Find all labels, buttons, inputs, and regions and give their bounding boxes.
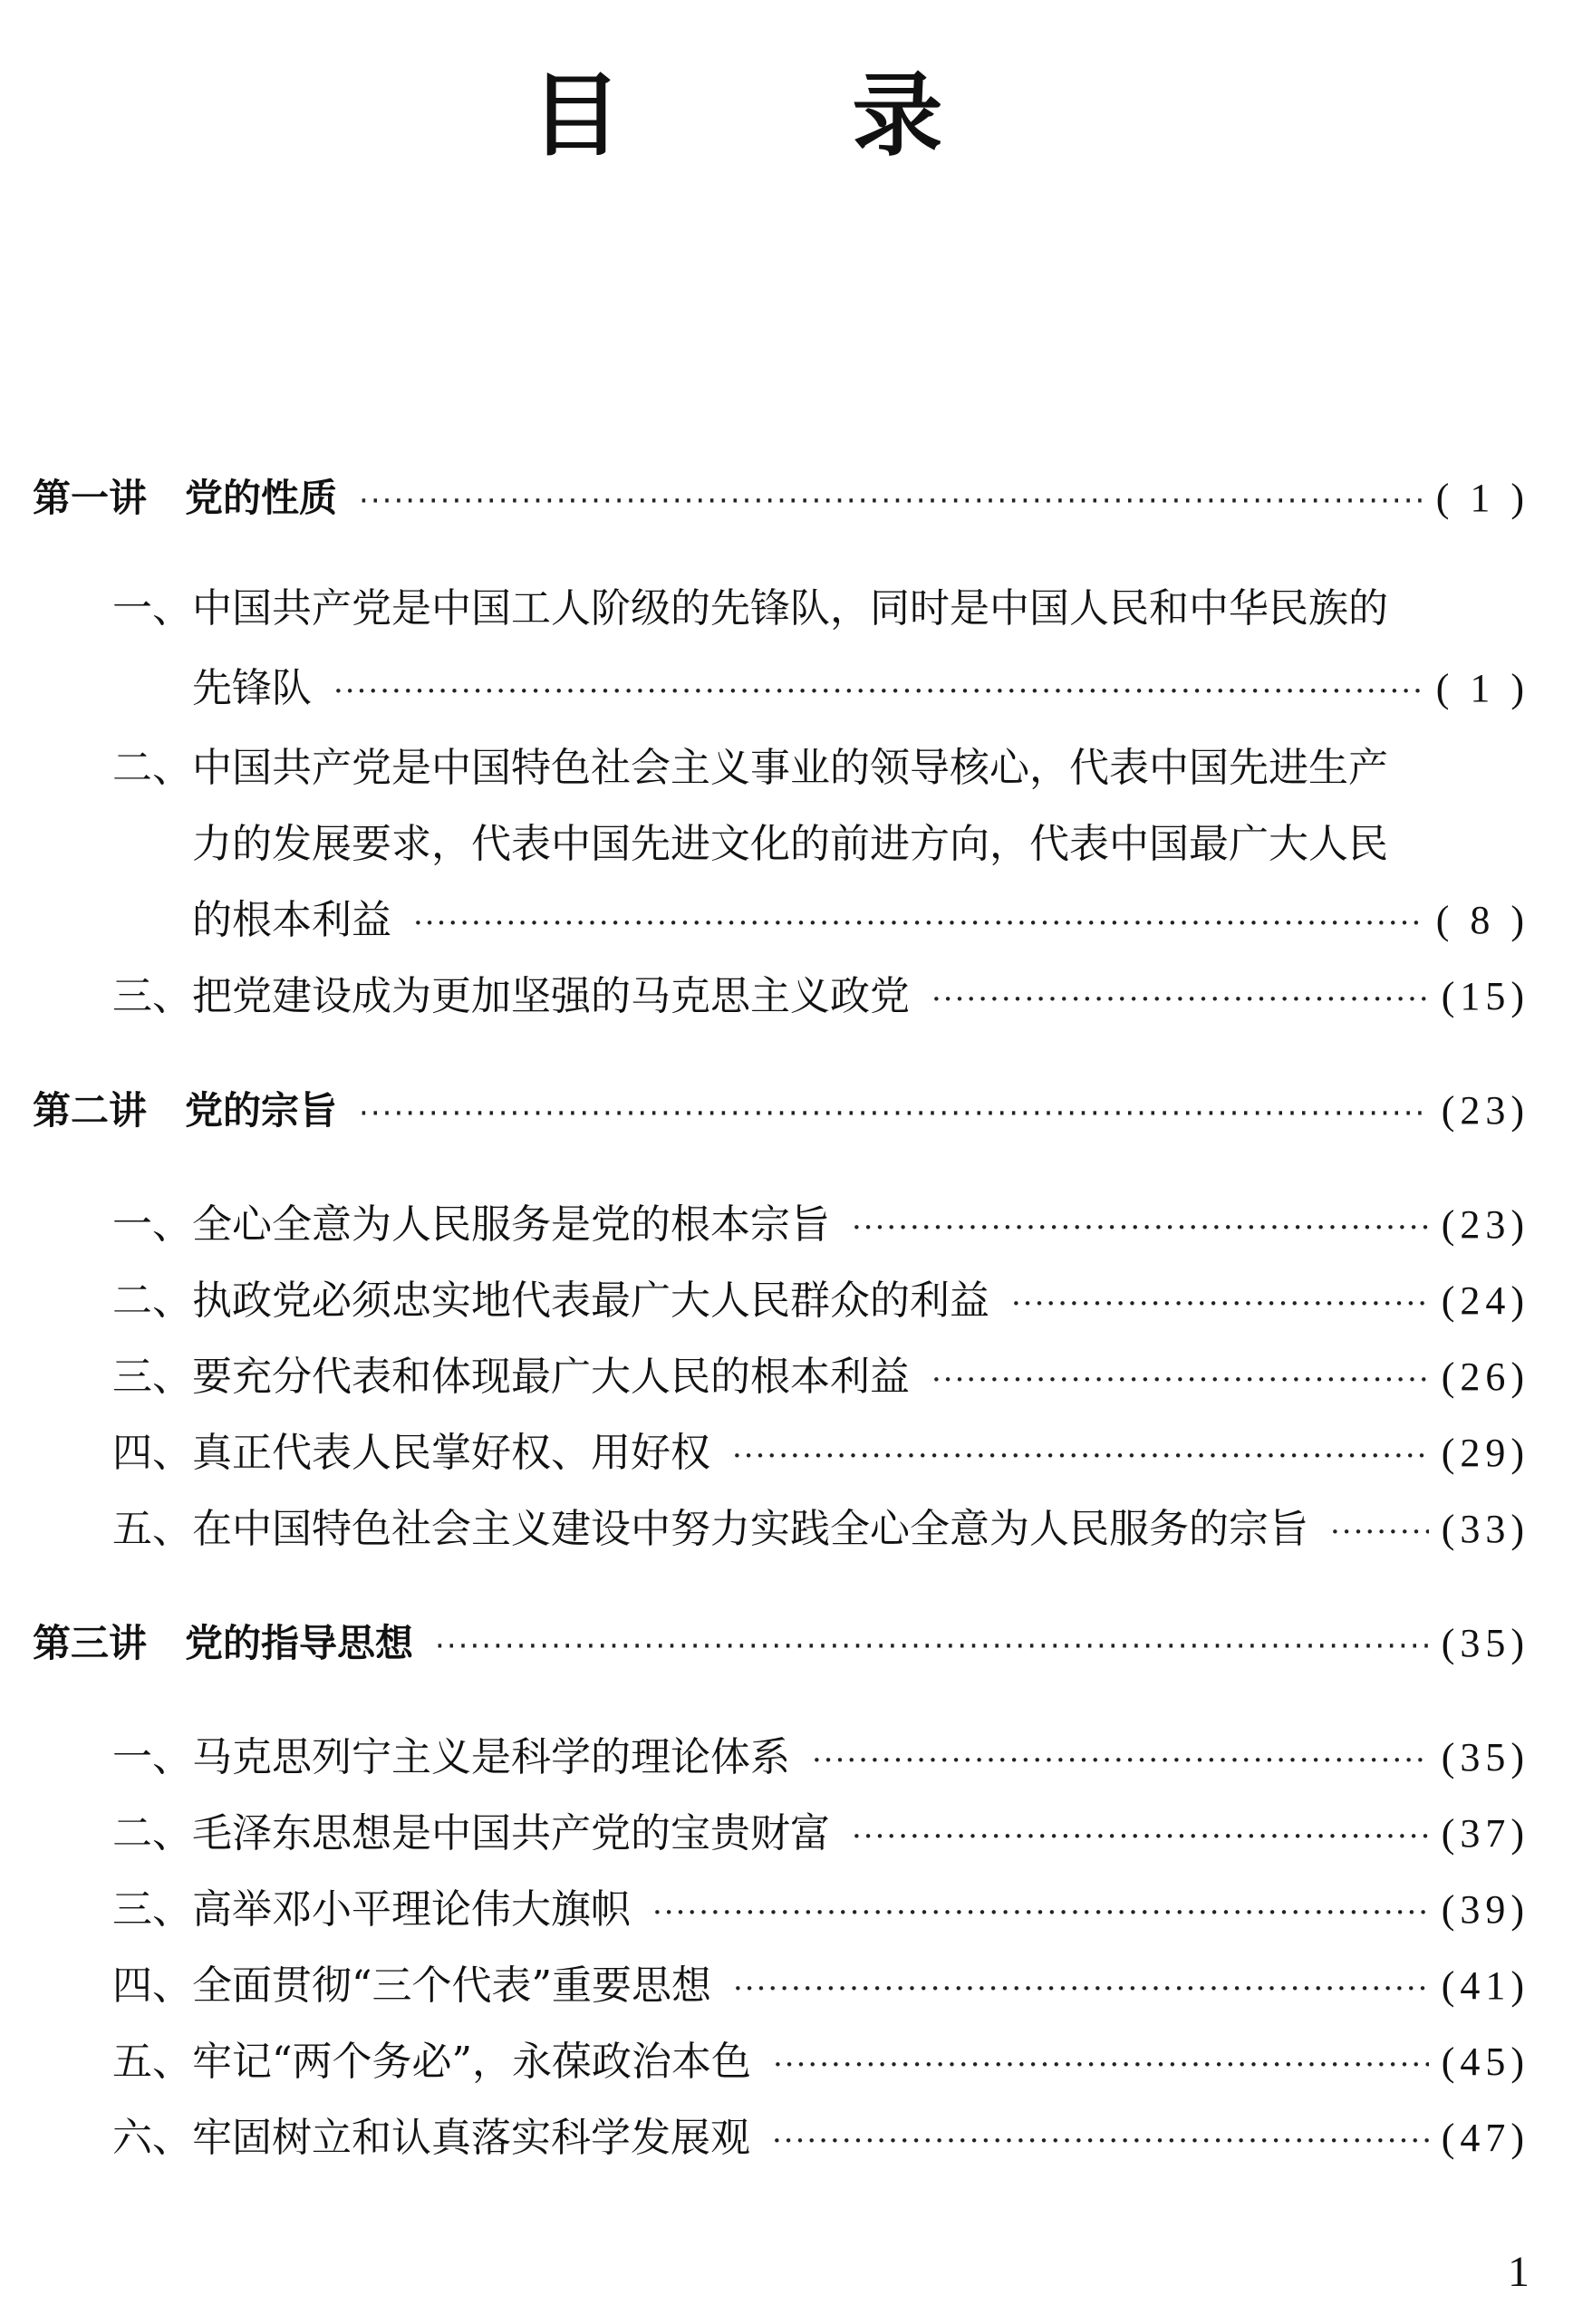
item-title: 先锋队 — [192, 665, 312, 711]
toc-item-3-3[interactable] — [112, 1883, 1530, 1937]
chapter-title: 第三讲 党的指导思想 — [33, 1621, 414, 1665]
dot-leader — [931, 1353, 1429, 1407]
item-title: 三、高举邓小平理论伟大旗帜 — [112, 1886, 631, 1933]
toc-item-2-2[interactable] — [112, 1274, 1530, 1328]
chapter-title: 第二讲 党的宗旨 — [33, 1088, 338, 1133]
toc-item-3-5[interactable] — [112, 2035, 1530, 2089]
dot-leader — [772, 2114, 1429, 2168]
dot-leader — [732, 1429, 1429, 1483]
item-page-ref: (47) — [1441, 2116, 1530, 2160]
toc-chapter-3[interactable] — [33, 1616, 1530, 1671]
item-page-ref: (45) — [1441, 2040, 1530, 2084]
toc-item-text-line: 二、中国共产党是中国特色社会主义事业的领导核心，代表中国先进生产 — [112, 745, 1388, 791]
toc-item-1-1[interactable] — [192, 661, 1530, 716]
dot-leader — [359, 1086, 1429, 1141]
item-page-ref: (37) — [1441, 1811, 1530, 1856]
dot-leader — [733, 1962, 1429, 2016]
dot-leader — [1011, 1277, 1429, 1331]
dot-leader — [359, 474, 1423, 528]
item-title: 二、执政党必须忠实地代表最广大人民群众的利益 — [112, 1278, 989, 1324]
toc-item-1-2[interactable] — [192, 893, 1530, 948]
item-page-ref: (35) — [1441, 1735, 1530, 1779]
dot-leader — [852, 1201, 1429, 1255]
item-page-ref: (26) — [1441, 1355, 1530, 1399]
dot-leader — [413, 896, 1423, 950]
toc-item-text-line: 力的发展要求，代表中国先进文化的前进方向，代表中国最广大人民 — [192, 821, 1388, 867]
toc-item-3-4[interactable] — [112, 1959, 1530, 2013]
item-title: 三、要充分代表和体现最广大人民的根本利益 — [112, 1354, 910, 1400]
item-page-ref: (24) — [1441, 1278, 1530, 1323]
item-page-ref: ( 8 ) — [1435, 898, 1530, 942]
toc-item-3-2[interactable] — [112, 1807, 1530, 1861]
dot-leader — [333, 664, 1423, 718]
item-title: 四、全面贯彻“三个代表”重要思想 — [112, 1962, 711, 2009]
toc-item-3-6[interactable] — [112, 2111, 1530, 2165]
item-page-ref: (23) — [1441, 1202, 1530, 1247]
item-title: 一、马克思列宁主义是科学的理论体系 — [112, 1734, 790, 1780]
item-title: 的根本利益 — [192, 897, 391, 943]
dot-leader — [435, 1619, 1429, 1673]
toc-item-3-1[interactable] — [112, 1731, 1530, 1785]
item-title: 三、把党建设成为更加坚强的马克思主义政党 — [112, 973, 910, 1019]
dot-leader — [773, 2038, 1429, 2092]
item-page-ref: (39) — [1441, 1887, 1530, 1932]
toc-item-1-3[interactable] — [112, 969, 1530, 1024]
dot-leader — [1330, 1505, 1429, 1559]
item-page-ref: ( 1 ) — [1435, 666, 1530, 710]
item-page-ref: (41) — [1441, 1963, 1530, 2008]
dot-leader — [812, 1733, 1429, 1788]
toc-item-2-4[interactable] — [112, 1426, 1530, 1480]
dot-leader — [652, 1885, 1429, 1940]
chapter-title: 第一讲 党的性质 — [33, 476, 338, 520]
item-title: 五、在中国特色社会主义建设中努力实践全心全意为人民服务的宗旨 — [112, 1506, 1308, 1552]
chapter-page-ref: ( 1 ) — [1435, 476, 1530, 520]
item-page-ref: (33) — [1441, 1507, 1530, 1551]
item-page-ref: (29) — [1441, 1431, 1530, 1475]
chapter-page-ref: (23) — [1441, 1088, 1530, 1133]
page-title: 目 录 — [530, 63, 1043, 169]
toc-item-text-line: 一、中国共产党是中国工人阶级的先锋队，同时是中国人民和中华民族的 — [112, 585, 1388, 632]
item-title: 一、全心全意为人民服务是党的根本宗旨 — [112, 1201, 830, 1248]
item-page-ref: (15) — [1441, 974, 1530, 1018]
dot-leader — [852, 1809, 1429, 1864]
item-title: 四、真正代表人民掌好权、用好权 — [112, 1430, 710, 1476]
toc-item-2-3[interactable] — [112, 1350, 1530, 1404]
item-title: 二、毛泽东思想是中国共产党的宝贵财富 — [112, 1810, 830, 1856]
chapter-page-ref: (35) — [1441, 1621, 1530, 1665]
item-title: 六、牢固树立和认真落实科学发展观 — [112, 2115, 750, 2161]
item-title: 五、牢记“两个务必”，永葆政治本色 — [112, 2039, 751, 2085]
page-number: 1 — [1508, 2248, 1530, 2296]
dot-leader — [931, 972, 1429, 1027]
toc-item-2-5[interactable] — [112, 1502, 1530, 1557]
toc-chapter-2[interactable] — [33, 1084, 1530, 1138]
toc-chapter-1[interactable] — [33, 471, 1530, 526]
toc-item-2-1[interactable] — [112, 1198, 1530, 1252]
